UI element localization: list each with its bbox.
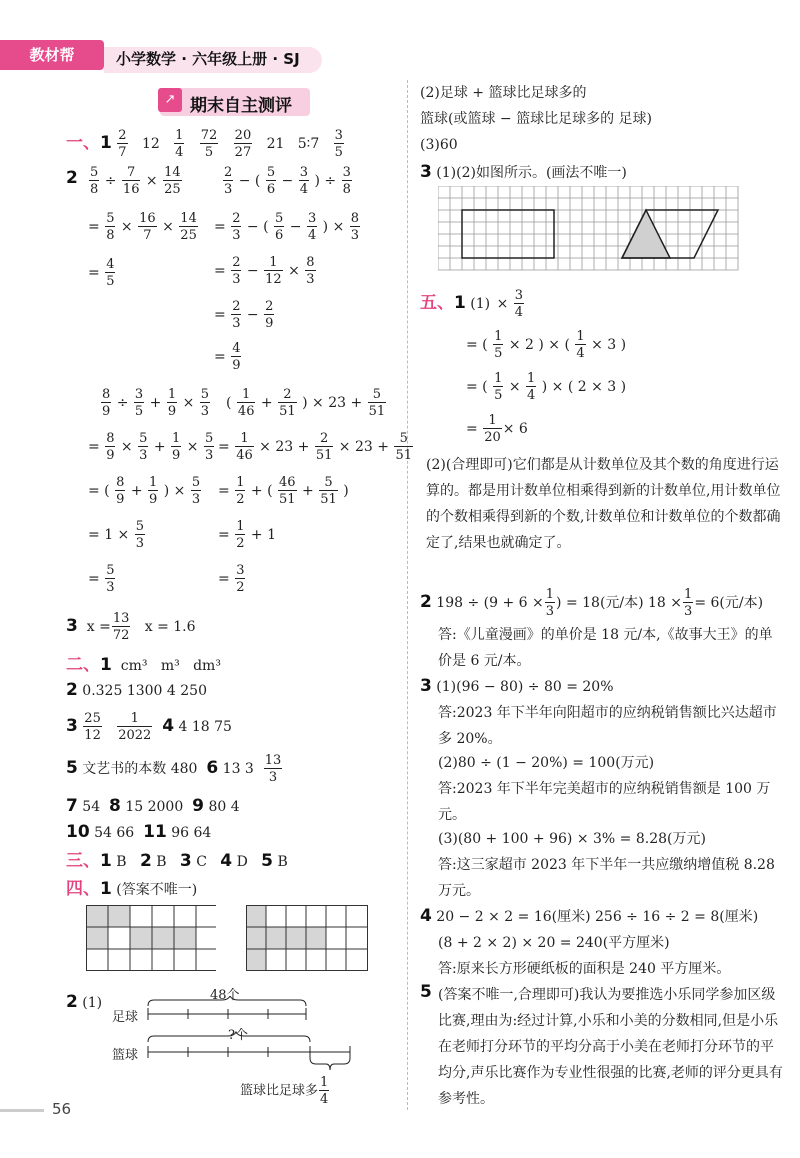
q3-row: 3 x = $\frac{13}{72}$ x = 1.6 [66,611,196,643]
san-row: 三、1 B 2 B 3 C 4 D 5 B [66,851,288,871]
denominator: 4 [576,346,585,361]
numerator: 8 [106,431,115,446]
page-number: 56 [52,1100,72,1118]
denominator: 51 [395,448,412,463]
numerator: 4 [232,341,241,356]
calc-line: = ( $\frac{1}{5}$ × 2 ) × ( $\frac{1}{4}$ × 3 ) [466,329,627,361]
fraction [334,129,344,159]
denominator: 72 [112,628,130,643]
denominator: 5 [334,145,343,160]
denominator: 8 [90,182,99,197]
q1-row: 一、1 $\frac{2}{7}$ 12 $\frac{1}{4}$ $\frac{72}{5}$ $\frac{20}{27}$ 21 5∶7 $\frac{3}{5}$ [66,128,343,160]
denominator: 3 [232,316,241,331]
fraction [148,476,158,506]
numerator: 1 [527,371,536,386]
denominator: 5 [494,346,503,361]
numerator: 1 [545,587,555,602]
numerator: 3 [307,211,317,226]
denominator: 9 [149,492,158,507]
er2-row: 2 0.325 1300 4 250 [66,680,207,700]
numerator: 1 [236,475,245,490]
denominator: 3 [135,536,145,551]
numerator: 14 [180,211,197,226]
fraction [683,588,693,618]
brand-tag: 教材帮 [0,40,104,70]
numerator: 5 [139,431,148,446]
numerator: 1 [117,712,152,727]
fraction [163,166,182,196]
denominator: 9 [102,404,111,419]
football-label: 足球 [112,1010,139,1025]
denominator: 46 [237,404,255,419]
fraction [135,520,145,550]
fraction [117,712,152,742]
numerator: 3 [299,165,309,180]
fraction [394,432,413,462]
denominator: 3 [350,228,360,243]
fraction [105,258,115,288]
denominator: 3 [204,448,214,463]
shaded-grid-a [86,905,216,971]
denominator: 51 [368,404,386,419]
numerator: 72 [200,128,218,143]
fraction [237,388,256,418]
denominator: 25 [164,182,181,197]
denominator: 3 [306,272,315,287]
fraction [223,166,233,196]
denominator: 6 [275,228,284,243]
calc-line: = $\frac{2}{3}$ − $\frac{1}{12}$ × $\frac{8}{3}$ [214,255,315,287]
q2-label: 2 [66,168,78,188]
line-diagram [140,996,360,1086]
numerator: 2 [232,299,241,314]
numerator: 2 [232,211,241,226]
denominator: 2 [236,536,245,551]
fraction [493,330,503,360]
fraction [493,372,503,402]
calc-line: = $\frac{5}{8}$ × $\frac{16}{7}$ × $\frac{14}{25}$ [88,211,197,243]
calc-line: = $\frac{1}{20}$ × 6 [466,413,528,445]
fraction [231,256,241,286]
er10-row: 10 54 66 11 96 64 [66,822,212,842]
denominator: 3 [232,272,241,287]
calc-line: $\frac{2}{3}$ − ( $\frac{5}{6}$ − $\frac{3}{4}$ ) ÷ $\frac{3}{8}$ [224,165,351,197]
fraction [299,166,309,196]
wu1-explanation: (2)(合理即可)它们都是从计数单位及其个数的角度进行运算的。都是用计数单位相乘得到新的计数单位,用计数单位的个数相乘得到新的个数,计数单位和计数单位的个数都确定了,结果也就确定了。 [426,457,781,551]
denominator: 5 [134,404,144,419]
denominator: 3 [545,604,555,619]
numerator: 5 [319,476,338,491]
denominator: 12 [84,728,101,743]
wu5-answer: (答案不唯一,合理即可)我认为要推选小乐同学参加区级比赛,理由为:经过计算,小乐和小美的分数相同,但是小乐在老师打分环节的平均分高于小美在老师打分环节的平均分,声乐比赛作为专业性很强的比赛,老师的评分更具有参考性。 [438,987,783,1107]
r-line-1: (2)足球 + 篮球比足球多的 [420,85,587,101]
denominator: 5 [106,274,115,289]
denominator: 7 [118,145,127,160]
si2-row: 2 (1) [66,992,103,1012]
fraction [105,212,115,242]
denominator: 4 [307,228,317,243]
denominator: 27 [234,145,252,160]
wu1-row: 五、1 (1) × $\frac{3}{4}$ [420,288,524,320]
denominator: 9 [167,404,177,419]
numerator: 2 [265,299,274,314]
fraction [83,712,102,742]
fraction [315,432,334,462]
denominator: 2022 [118,728,152,743]
fraction [575,330,585,360]
numerator: 1 [494,329,503,344]
r-line-2: 篮球(或篮球 − 篮球比足球多的 足球) [420,111,653,127]
denominator: 4 [320,1092,329,1107]
fraction [235,564,245,594]
numerator: 5 [191,475,201,490]
numerator: 1 [149,475,158,490]
numerator: 2 [278,388,297,403]
denominator: 51 [320,492,337,507]
fraction [350,212,360,242]
numerator: 2 [315,432,334,447]
fraction [278,476,297,506]
denominator: 2 [236,492,245,507]
denominator: 5 [204,145,214,160]
numerator: 20 [234,128,252,143]
calc-line: = $\frac{4}{5}$ [88,257,115,289]
wu3c-answer: 答:这三家超市 2023 年下半年一共应缴纳增值税 8.28 万元。 [438,857,775,899]
numerator: 25 [84,711,101,726]
denominator: 3 [224,182,233,197]
fraction [200,129,219,159]
fraction [235,432,254,462]
footer-line [0,1109,44,1112]
fraction [105,564,115,594]
fraction [342,166,352,196]
calc-line: = ( $\frac{8}{9}$ + $\frac{1}{9}$ ) × $\frac{5}{3}$ [88,475,201,507]
denominator: 4 [299,182,309,197]
numerator: 1 [320,1075,329,1090]
numerator: 5 [266,165,276,180]
numerator: 1 [175,128,184,143]
numerator: 2 [232,255,241,270]
calc-line: = $\frac{1}{46}$ × 23 + $\frac{2}{51}$ × 23 + $\frac{5}{51}$ [218,431,412,463]
calc-line: = $\frac{4}{9}$ [214,341,241,373]
numerator: 1 [237,388,256,403]
numerator: 1 [264,256,283,271]
wu4a-row: 4 20 − 2 × 2 = 16(厘米) 256 ÷ 16 ÷ 2 = 8(厘米) [420,906,759,926]
r-q3-row: 3 (1)(2)如图所示。(画法不唯一) [420,162,627,182]
numerator: 5 [275,211,284,226]
denominator: 20 [484,430,501,445]
drawing-grid [438,186,740,272]
fraction [105,432,115,462]
denominator: 8 [106,228,115,243]
fraction [274,212,284,242]
wu4b-row: (8 + 2 × 2) × 20 = 240(平方厘米) [438,935,670,951]
fraction [545,588,555,618]
wu3b-answer: 答:2023 年下半年完美超市的应纳税销售额是 100 万元。 [438,781,771,823]
fraction [235,520,245,550]
denominator: 12 [265,272,282,287]
fraction [101,388,111,418]
calc-line: ( $\frac{1}{46}$ + $\frac{2}{51}$ ) × 23 + $\frac{5}{51}$ [226,387,386,419]
numerator: 3 [134,387,144,402]
fraction [134,388,144,418]
denominator: 9 [265,316,274,331]
numerator: 46 [279,475,296,490]
basketball-label: 篮球 [112,1048,139,1063]
si1-row: 四、1 (答案不唯一) [66,879,198,899]
numerator: 3 [236,563,245,578]
fraction [264,754,283,784]
fraction [171,432,181,462]
section-title: 期末自主测评 [190,96,292,116]
er3-row: 3 $\frac{25}{12}$ $\frac{1}{2022}$ 4 4 18 75 [66,711,232,743]
fraction [122,166,141,196]
fraction [174,129,184,159]
denominator: 3 [268,770,278,785]
numerator: 8 [306,255,315,270]
fraction [112,612,131,642]
fraction [235,476,245,506]
denominator: 9 [172,448,181,463]
top-brace-label: 48个 [210,988,240,1003]
fraction [231,342,241,372]
fraction [138,432,148,462]
denominator: 9 [232,358,241,373]
denominator: 4 [527,388,536,403]
wu2-answer: 答:《儿童漫画》的单价是 18 元/本,《故事大王》的单价是 6 元/本。 [438,627,773,669]
calc-line: = $\frac{2}{3}$ − ( $\frac{5}{6}$ − $\frac{3}{4}$ ) × $\frac{8}{3}$ [214,211,360,243]
fraction [483,414,502,444]
numerator: 8 [350,211,360,226]
calc-line: = $\frac{1}{2}$ + 1 [218,519,277,551]
numerator: 5 [368,388,387,403]
fraction [266,166,276,196]
denominator: 4 [514,305,524,320]
numerator: 1 [236,519,245,534]
fraction [200,388,210,418]
fraction [89,166,99,196]
calc-line: = $\frac{8}{9}$ × $\frac{5}{3}$ + $\frac{1}{9}$ × $\frac{5}{3}$ [88,431,214,463]
fraction [368,388,387,418]
wu3c-row: (3)(80 + 100 + 96) × 3% = 8.28(万元) [438,831,706,847]
fraction [278,388,297,418]
numerator: 3 [342,165,351,180]
denominator: 3 [191,492,201,507]
fraction [307,212,317,242]
denominator: 16 [122,182,140,197]
diff-label: 篮球比足球多 $\frac{1}{4}$ [240,1075,329,1107]
numerator: 13 [112,611,130,626]
fraction [234,129,253,159]
wu3a-row: 3 (1)(96 − 80) ÷ 80 = 20% [420,676,614,696]
calc-line: = ( $\frac{1}{5}$ × $\frac{1}{4}$ ) × ( 2 × 3 ) [466,371,627,403]
wu2-row: 2 198 ÷ (9 + 6 × $\frac{1}{3}$ ) = 18(元/本) 18 × $\frac{1}{3}$ = 6(元/本) [420,587,764,619]
calc-line: = $\frac{2}{3}$ − $\frac{2}{9}$ [214,299,274,331]
numerator: 5 [90,165,99,180]
numerator: 3 [514,288,524,303]
numerator: 1 [576,329,585,344]
calc-line: = 1 × $\frac{5}{3}$ [88,519,145,551]
denominator: 51 [279,492,296,507]
fraction [167,388,177,418]
calc-line: $\frac{5}{8}$ ÷ $\frac{7}{16}$ × $\frac{14}{25}$ [90,165,181,197]
numerator: 5 [135,519,145,534]
numerator: 1 [235,432,254,447]
denominator: 51 [279,404,296,419]
wu5-label: 5 [420,982,432,1002]
numerator: 2 [118,128,127,143]
denominator: 2 [236,580,245,595]
er5-row: 5 文艺书的本数 480 6 13 3 $\frac{13}{3}$ [66,753,282,785]
numerator: 5 [200,387,210,402]
er7-row: 7 54 8 15 2000 9 80 4 [66,796,240,816]
fraction [204,432,214,462]
column-divider [407,80,408,1110]
fraction [319,476,338,506]
numerator: 5 [394,432,413,447]
fraction [179,212,198,242]
fraction [231,212,241,242]
wu3a-answer: 答:2023 年下半年向阳超市的应纳税销售额比兴达超市多 20%。 [438,705,777,747]
denominator: 9 [116,492,125,507]
calc-line: = $\frac{1}{2}$ + ( $\frac{46}{51}$ + $\frac{5}{51}$ ) [218,475,349,507]
fraction [138,212,157,242]
chart-icon: ↗ [158,88,182,112]
fraction [264,256,283,286]
numerator: 14 [164,165,181,180]
denominator: 6 [266,182,276,197]
numerator: 5 [106,563,115,578]
r-line-3: (3)60 [420,137,458,153]
numerator: 7 [122,166,141,181]
denominator: 51 [315,448,333,463]
fraction [117,129,127,159]
numerator: 13 [264,753,282,768]
denominator: 5 [494,388,503,403]
numerator: 1 [167,387,177,402]
calc-line: $\frac{8}{9}$ ÷ $\frac{3}{5}$ + $\frac{1}{9}$ × $\frac{5}{3}$ [102,387,210,419]
calc-line: = $\frac{3}{2}$ [218,563,245,595]
fraction [526,372,536,402]
fraction [231,300,241,330]
numerator: 2 [224,165,233,180]
numerator: 8 [116,475,125,490]
numerator: 16 [139,211,156,226]
numerator: 5 [204,431,214,446]
book-title: 小学数学 · 六年级上册 · SJ [116,50,300,68]
shaded-grid-b [246,905,368,971]
denominator: 3 [200,404,210,419]
numerator: 8 [102,387,111,402]
fraction [305,256,315,286]
denominator: 8 [342,182,351,197]
calc-line: = $\frac{5}{3}$ [88,563,115,595]
numerator: 1 [172,431,181,446]
fraction [191,476,201,506]
denominator: 4 [175,145,184,160]
numerator: 1 [684,587,693,602]
wu3b-row: (2)80 ÷ (1 − 20%) = 100(万元) [438,755,655,771]
fraction [264,300,274,330]
wu4-answer: 答:原来长方形硬纸板的面积是 240 平方厘米。 [438,961,731,977]
numerator: 1 [483,414,502,429]
numerator: 5 [106,211,115,226]
denominator: 46 [236,448,253,463]
fraction [115,476,125,506]
er1-row: 二、1 cm³ m³ dm³ [66,655,221,675]
numerator: 4 [106,257,115,272]
denominator: 9 [106,448,115,463]
denominator: 3 [684,604,693,619]
denominator: 3 [139,448,148,463]
fraction [514,289,524,319]
numerator: 3 [334,128,343,143]
denominator: 25 [180,228,197,243]
numerator: 1 [494,371,503,386]
denominator: 3 [232,228,241,243]
denominator: 3 [106,580,115,595]
denominator: 7 [143,228,152,243]
mid-brace-label: ?个 [228,1028,248,1043]
